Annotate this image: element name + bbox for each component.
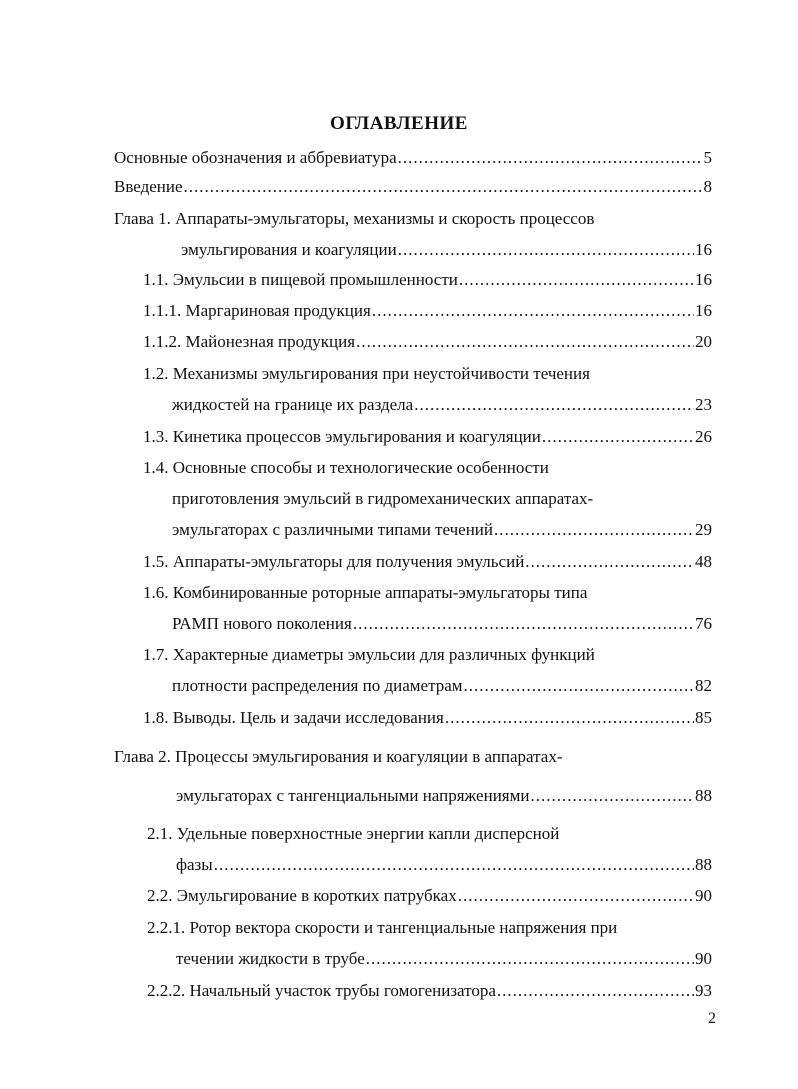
toc-entry-text: 1.1.1. Маргариновая продукция: [143, 301, 371, 320]
toc-entry-text: 2.2.1. Ротор вектора скорости и тангенциальные напряжения при: [147, 918, 618, 937]
toc-entry-text: 2.2.2. Начальный участок трубы гомогенизатора: [147, 981, 496, 1000]
toc-entry-text: эмульгаторах с тангенциальными напряжениями: [176, 786, 530, 805]
toc-entry-text: 1.1.2. Майонезная продукция: [143, 332, 356, 351]
toc-leader-dots: [445, 706, 694, 730]
toc-entry-page: 20: [695, 332, 712, 351]
toc-entry-text: фазы: [176, 855, 213, 874]
toc-entry: [172, 393, 712, 417]
toc-leader-dots: [459, 268, 694, 292]
toc-leader-dots: [542, 425, 694, 449]
toc-entry-page: 93: [695, 981, 712, 1000]
toc-entry-page: 82: [695, 676, 712, 695]
toc-entry-page: 90: [695, 886, 712, 905]
toc-entry: [147, 884, 712, 908]
toc-entry-text: РАМП нового поколения: [172, 614, 352, 633]
toc-entry: [143, 425, 712, 449]
toc-entry: [176, 853, 712, 877]
toc-leader-dots: [525, 550, 694, 574]
toc-entry-page: 48: [695, 552, 712, 571]
toc-entry: [172, 518, 712, 542]
toc-entry: [114, 175, 712, 199]
toc-entry-text: 1.5. Аппараты-эмульгаторы для получения эмульсий: [143, 552, 525, 571]
toc-leader-dots: [214, 853, 694, 877]
toc-entry: [114, 146, 712, 170]
toc-entry: [143, 330, 712, 354]
toc-entry-page: 16: [695, 270, 712, 289]
toc-entry-page: 29: [695, 520, 712, 539]
toc-entry-text: течении жидкости в трубе: [176, 949, 365, 968]
toc-leader-dots: [494, 518, 694, 542]
toc-title: ОГЛАВЛЕНИЕ: [330, 113, 468, 134]
toc-entry-text: 2.2. Эмульгирование в коротких патрубках: [147, 886, 457, 905]
toc-entry: [181, 238, 712, 262]
toc-entry-text: приготовления эмульсий в гидромеханических аппаратах-: [172, 489, 594, 508]
toc-entry-text: Введение: [114, 177, 183, 196]
toc-entry-page: 88: [695, 855, 712, 874]
toc-entry-text: жидкостей на границе их раздела: [172, 395, 414, 414]
toc-entry: [143, 706, 712, 730]
toc-leader-dots: [184, 175, 703, 199]
toc-entry-text: 1.3. Кинетика процессов эмульгирования и коагуляции: [143, 427, 541, 446]
toc-entry: [172, 674, 712, 698]
toc-leader-dots: [372, 299, 694, 323]
toc-entry: [172, 612, 712, 636]
toc-leader-dots: [398, 238, 694, 262]
toc-leader-dots: [414, 393, 694, 417]
toc-entry-text: 1.8. Выводы. Цель и задачи исследования: [143, 708, 444, 727]
toc-entry: [143, 550, 712, 574]
toc-entry-page: 76: [695, 614, 712, 633]
toc-entry-page: 85: [695, 708, 712, 727]
toc-entry-page: 8: [703, 177, 712, 196]
toc-entry-text: Глава 1. Аппараты-эмульгаторы, механизмы и скорость процессов: [114, 209, 595, 228]
toc-leader-dots: [530, 784, 694, 808]
toc-entry-page: 5: [703, 148, 712, 167]
toc-entry-page: 16: [695, 240, 712, 259]
toc-leader-dots: [366, 947, 694, 971]
toc-entry-text: плотности распределения по диаметрам: [172, 676, 463, 695]
toc-entry-text: 1.2. Механизмы эмульгирования при неустойчивости течения: [143, 364, 590, 383]
toc-entry-page: 90: [695, 949, 712, 968]
toc-entry-text: эмульгаторах с различными типами течений: [172, 520, 493, 539]
toc-entry: [176, 947, 712, 971]
toc-entry-text: 1.7. Характерные диаметры эмульсии для различных функций: [143, 645, 595, 664]
toc-entry-page: 16: [695, 301, 712, 320]
toc-leader-dots: [497, 979, 694, 1003]
toc-leader-dots: [356, 330, 694, 354]
toc-leader-dots: [398, 146, 703, 170]
toc-leader-dots: [464, 674, 694, 698]
toc-leader-dots: [353, 612, 694, 636]
toc-entry-text: 1.6. Комбинированные роторные аппараты-эмульгаторы типа: [143, 583, 588, 602]
toc-entry-text: 1.4. Основные способы и технологические особенности: [143, 458, 549, 477]
toc-entry-page: 23: [695, 395, 712, 414]
toc-entry: [143, 268, 712, 292]
toc-entry: [176, 784, 712, 808]
toc-entry: [143, 299, 712, 323]
toc-entry-text: эмульгирования и коагуляции: [181, 240, 397, 259]
toc-leader-dots: [458, 884, 694, 908]
page-number: 2: [708, 1010, 716, 1027]
toc-entry-text: 2.1. Удельные поверхностные энергии капли дисперсной: [147, 824, 560, 843]
toc-entry-page: 88: [695, 786, 712, 805]
toc-entry-text: Основные обозначения и аббревиатура: [114, 148, 397, 167]
toc-entry: [147, 979, 712, 1003]
toc-entry-text: Глава 2. Процессы эмульгирования и коагуляции в аппаратах-: [114, 747, 563, 766]
toc-entry-text: 1.1. Эмульсии в пищевой промышленности: [143, 270, 458, 289]
toc-entry-page: 26: [695, 427, 712, 446]
